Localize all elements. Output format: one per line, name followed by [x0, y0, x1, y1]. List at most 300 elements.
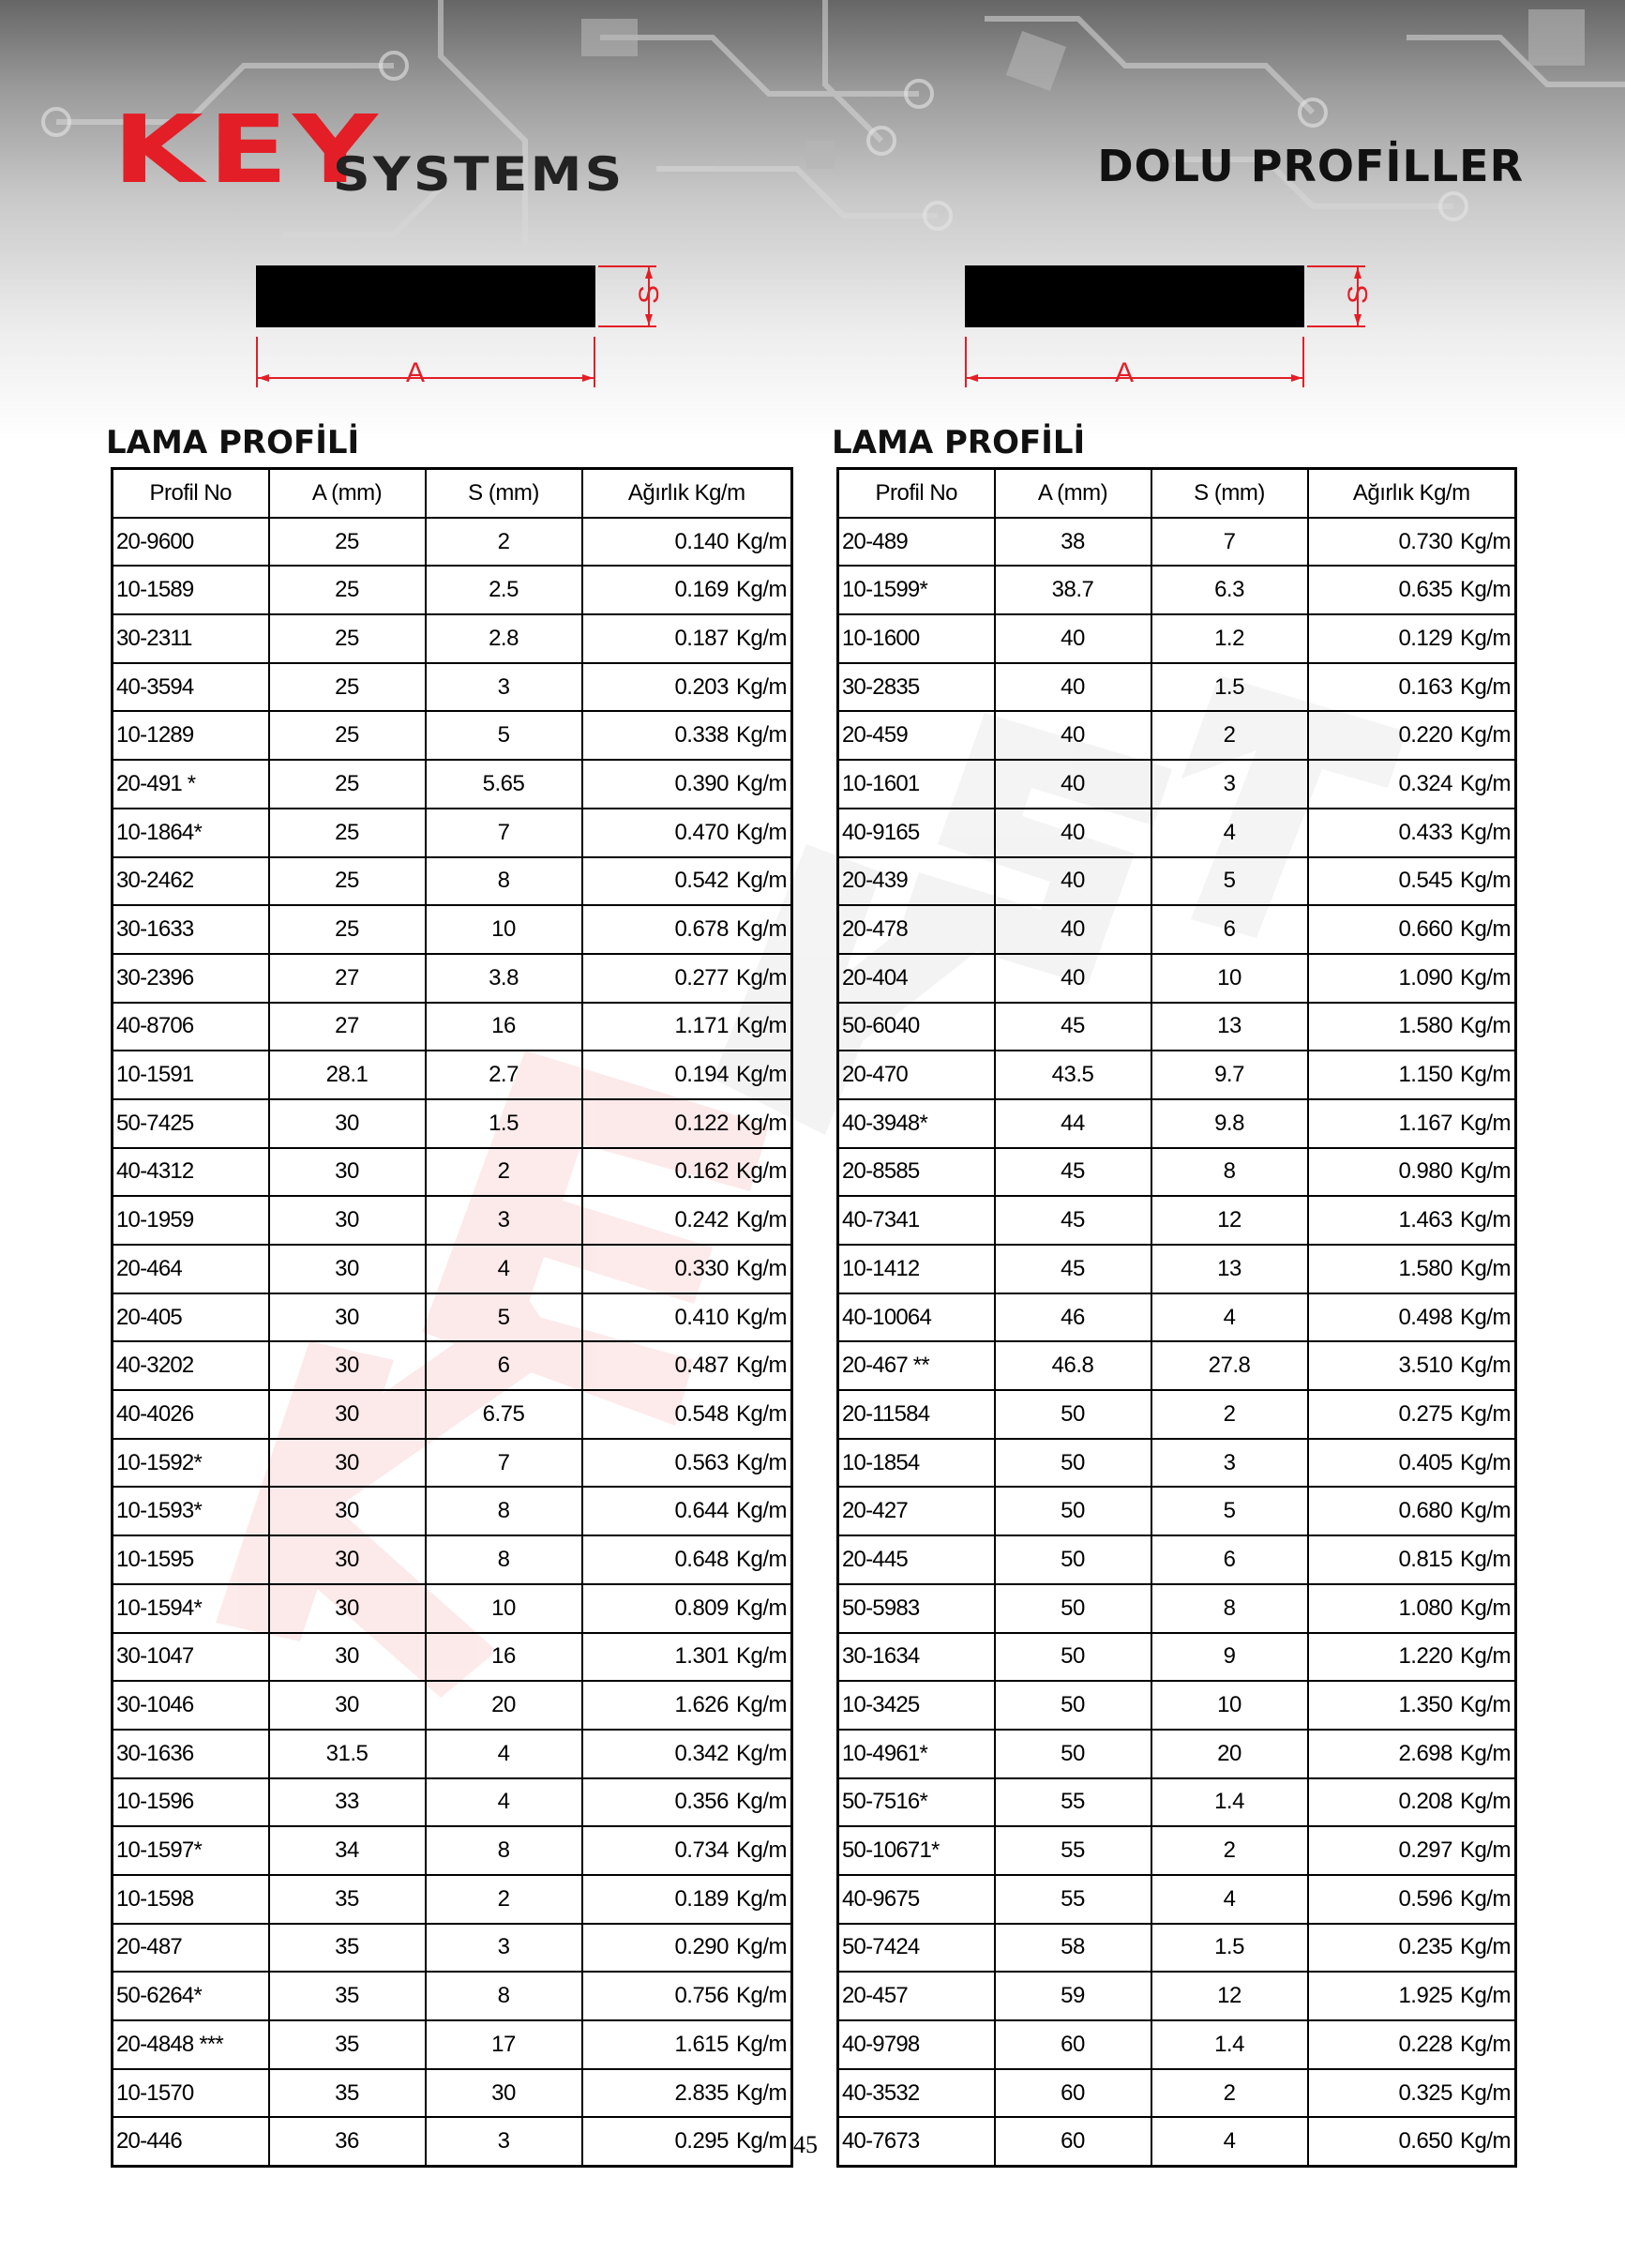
weight-unit: Kg/m	[1459, 819, 1511, 845]
cell-profil-no: 10-1600	[838, 614, 995, 663]
cell-a-mm: 55	[995, 1826, 1151, 1875]
cell-s-mm: 3	[426, 2117, 582, 2166]
cell-profil-no: 30-1047	[113, 1633, 269, 1682]
weight-unit: Kg/m	[1459, 1595, 1511, 1621]
cell-a-mm: 60	[995, 2069, 1151, 2118]
cell-profil-no: 10-1412	[838, 1245, 995, 1293]
table-row	[838, 1487, 1516, 1535]
table-row	[838, 760, 1516, 809]
table-row	[838, 2020, 1516, 2069]
table-row	[838, 1778, 1516, 1827]
cell-s-mm: 10	[426, 1584, 582, 1633]
cell-agirlik	[582, 1148, 792, 1197]
table-row	[113, 1681, 792, 1730]
cell-s-mm: 2	[426, 1875, 582, 1924]
weight-value: 0.734	[674, 1837, 729, 1864]
table-row	[838, 1196, 1516, 1245]
cell-agirlik	[582, 518, 792, 567]
cell-profil-no: 20-445	[838, 1535, 995, 1584]
weight-unit: Kg/m	[1459, 1449, 1511, 1475]
weight-unit: Kg/m	[1459, 528, 1511, 554]
cell-a-mm: 60	[995, 2117, 1151, 2166]
cell-a-mm: 30	[269, 1535, 426, 1584]
weight-value: 0.542	[674, 868, 729, 894]
table-row	[838, 1875, 1516, 1924]
weight-value: 2.835	[674, 2079, 729, 2106]
weight-value: 0.650	[1398, 2128, 1452, 2155]
weight-value: 0.208	[1398, 1789, 1452, 1815]
weight-value: 0.189	[674, 1885, 729, 1912]
cell-s-mm: 12	[1151, 1972, 1308, 2020]
weight-unit: Kg/m	[735, 1885, 787, 1912]
key-systems-logo	[113, 95, 625, 204]
cell-profil-no: 10-1596	[113, 1778, 269, 1827]
cell-profil-no: 40-10064	[838, 1293, 995, 1342]
cell-profil-no: 30-2311	[113, 614, 269, 663]
cell-profil-no: 40-3202	[113, 1341, 269, 1390]
cell-agirlik	[582, 1487, 792, 1535]
table-row	[113, 518, 792, 567]
table-row	[113, 1003, 792, 1051]
cell-s-mm: 8	[426, 857, 582, 906]
weight-unit: Kg/m	[735, 1062, 787, 1088]
cell-profil-no: 10-1959	[113, 1196, 269, 1245]
cell-s-mm: 3	[426, 1924, 582, 1973]
weight-unit: Kg/m	[735, 2079, 787, 2106]
weight-unit: Kg/m	[1459, 1885, 1511, 1912]
col-header-a-mm: A (mm)	[995, 469, 1151, 518]
cell-agirlik	[1308, 1778, 1516, 1827]
cell-s-mm: 8	[1151, 1584, 1308, 1633]
table-row	[113, 1778, 792, 1827]
table-row	[838, 518, 1516, 567]
cell-s-mm: 2	[1151, 711, 1308, 760]
table-row	[113, 1535, 792, 1584]
cell-a-mm: 25	[269, 809, 426, 857]
weight-value: 0.596	[1398, 1885, 1452, 1912]
weight-value: 0.140	[674, 528, 729, 554]
cell-profil-no: 20-439	[838, 857, 995, 906]
cell-s-mm: 8	[426, 1972, 582, 2020]
cell-s-mm: 3	[426, 663, 582, 712]
table-row	[113, 1196, 792, 1245]
weight-unit: Kg/m	[1459, 1692, 1511, 1718]
col-header-s-mm: S (mm)	[426, 469, 582, 518]
table-row	[838, 1584, 1516, 1633]
cell-s-mm: 5	[1151, 1487, 1308, 1535]
cell-agirlik	[582, 711, 792, 760]
cell-agirlik	[1308, 1487, 1516, 1535]
table-row	[838, 1972, 1516, 2020]
cell-profil-no: 50-5983	[838, 1584, 995, 1633]
cell-agirlik	[1308, 1293, 1516, 1342]
col-header-profil-no: Profil No	[113, 469, 269, 518]
cell-s-mm: 2.7	[426, 1051, 582, 1099]
cell-profil-no: 40-9675	[838, 1875, 995, 1924]
cell-profil-no: 40-3532	[838, 2069, 995, 2118]
cell-agirlik	[1308, 1099, 1516, 1148]
cell-agirlik	[582, 1003, 792, 1051]
weight-value: 0.122	[674, 1110, 729, 1136]
cell-s-mm: 10	[1151, 1681, 1308, 1730]
weight-value: 0.356	[674, 1789, 729, 1815]
weight-value: 0.169	[674, 577, 729, 603]
table-row	[838, 1681, 1516, 1730]
right-profile-diagram	[965, 265, 1434, 397]
cell-a-mm: 35	[269, 1972, 426, 2020]
cell-s-mm: 20	[426, 1681, 582, 1730]
table-row	[838, 1924, 1516, 1973]
cell-profil-no: 20-464	[113, 1245, 269, 1293]
cell-a-mm: 55	[995, 1778, 1151, 1827]
table-row	[113, 1245, 792, 1293]
cell-agirlik	[582, 1051, 792, 1099]
cell-profil-no: 50-6040	[838, 1003, 995, 1051]
cell-profil-no: 20-467 **	[838, 1341, 995, 1390]
table-row	[113, 2020, 792, 2069]
cell-a-mm: 40	[995, 760, 1151, 809]
cell-a-mm: 50	[995, 1390, 1151, 1439]
weight-unit: Kg/m	[735, 1207, 787, 1233]
dimension-s-label: S	[634, 284, 666, 305]
table-header-row	[113, 469, 792, 518]
weight-value: 0.324	[1398, 770, 1452, 796]
cell-profil-no: 20-470	[838, 1051, 995, 1099]
weight-unit: Kg/m	[735, 1595, 787, 1621]
cell-a-mm: 30	[269, 1487, 426, 1535]
cell-agirlik	[582, 760, 792, 809]
cell-profil-no: 10-1570	[113, 2069, 269, 2118]
cell-s-mm: 20	[1151, 1730, 1308, 1778]
cell-a-mm: 50	[995, 1730, 1151, 1778]
table-row	[113, 905, 792, 954]
weight-unit: Kg/m	[1459, 1158, 1511, 1185]
cell-a-mm: 30	[269, 1681, 426, 1730]
cell-a-mm: 40	[995, 614, 1151, 663]
cell-s-mm: 10	[426, 905, 582, 954]
weight-unit: Kg/m	[735, 2031, 787, 2057]
cell-agirlik	[1308, 663, 1516, 712]
weight-unit: Kg/m	[735, 1740, 787, 1766]
cell-a-mm: 50	[995, 1487, 1151, 1535]
cell-a-mm: 25	[269, 905, 426, 954]
cell-a-mm: 45	[995, 1196, 1151, 1245]
cell-profil-no: 10-1594*	[113, 1584, 269, 1633]
cell-agirlik	[1308, 1003, 1516, 1051]
table-row	[838, 2117, 1516, 2166]
cell-agirlik	[582, 809, 792, 857]
cell-agirlik	[1308, 1535, 1516, 1584]
weight-value: 1.626	[674, 1692, 729, 1718]
weight-value: 0.228	[1398, 2031, 1452, 2057]
weight-unit: Kg/m	[735, 2128, 787, 2155]
weight-value: 0.470	[674, 819, 729, 845]
cell-agirlik	[582, 1584, 792, 1633]
weight-unit: Kg/m	[735, 1934, 787, 1960]
cell-a-mm: 35	[269, 1924, 426, 1973]
cell-a-mm: 45	[995, 1245, 1151, 1293]
table-row	[113, 614, 792, 663]
cell-agirlik	[1308, 1051, 1516, 1099]
weight-value: 0.220	[1398, 722, 1452, 748]
weight-value: 0.756	[674, 1983, 729, 2009]
cell-agirlik	[1308, 1584, 1516, 1633]
cell-agirlik	[1308, 1875, 1516, 1924]
table-row	[838, 711, 1516, 760]
cell-a-mm: 38	[995, 518, 1151, 567]
cell-a-mm: 60	[995, 2020, 1151, 2069]
weight-value: 0.498	[1398, 1304, 1452, 1330]
table-row	[838, 614, 1516, 663]
weight-value: 0.129	[1398, 625, 1452, 651]
logo-systems-text: SYSTEMS	[333, 147, 625, 202]
cell-agirlik	[582, 1972, 792, 2020]
weight-unit: Kg/m	[735, 1400, 787, 1427]
table-row	[838, 663, 1516, 712]
cell-a-mm: 30	[269, 1633, 426, 1682]
table-row	[838, 1633, 1516, 1682]
cell-s-mm: 9.7	[1151, 1051, 1308, 1099]
cell-profil-no: 10-1595	[113, 1535, 269, 1584]
cell-profil-no: 40-9798	[838, 2020, 995, 2069]
cell-a-mm: 30	[269, 1196, 426, 1245]
weight-unit: Kg/m	[1459, 1643, 1511, 1670]
cell-a-mm: 36	[269, 2117, 426, 2166]
table-row	[838, 1826, 1516, 1875]
weight-value: 0.635	[1398, 577, 1452, 603]
cell-s-mm: 5	[426, 1293, 582, 1342]
cell-s-mm: 8	[426, 1826, 582, 1875]
table-row	[113, 1341, 792, 1390]
cell-agirlik	[582, 1778, 792, 1827]
table-header-row	[838, 469, 1516, 518]
cell-s-mm: 7	[1151, 518, 1308, 567]
cell-a-mm: 34	[269, 1826, 426, 1875]
weight-unit: Kg/m	[735, 1789, 787, 1815]
table-row	[113, 1875, 792, 1924]
cell-s-mm: 6	[1151, 905, 1308, 954]
cell-a-mm: 50	[995, 1439, 1151, 1488]
cell-agirlik	[1308, 1924, 1516, 1973]
cell-agirlik	[582, 857, 792, 906]
weight-unit: Kg/m	[1459, 625, 1511, 651]
cell-profil-no: 20-11584	[838, 1390, 995, 1439]
table-row	[113, 857, 792, 906]
weight-value: 1.171	[674, 1013, 729, 1039]
cell-agirlik	[1308, 905, 1516, 954]
cell-profil-no: 40-3594	[113, 663, 269, 712]
cell-s-mm: 1.2	[1151, 614, 1308, 663]
cell-s-mm: 1.5	[426, 1099, 582, 1148]
cell-profil-no: 10-4961*	[838, 1730, 995, 1778]
cell-agirlik	[582, 1633, 792, 1682]
cell-profil-no: 50-10671*	[838, 1826, 995, 1875]
table-row	[113, 2069, 792, 2118]
cell-profil-no: 10-1593*	[113, 1487, 269, 1535]
right-profile-table	[836, 467, 1517, 2168]
weight-unit: Kg/m	[735, 1643, 787, 1670]
cell-s-mm: 8	[426, 1487, 582, 1535]
table-row	[838, 1535, 1516, 1584]
table-row	[113, 1924, 792, 1973]
cell-a-mm: 28.1	[269, 1051, 426, 1099]
weight-unit: Kg/m	[735, 770, 787, 796]
cell-profil-no: 30-2835	[838, 663, 995, 712]
weight-value: 0.390	[674, 770, 729, 796]
table-row	[838, 1003, 1516, 1051]
cell-s-mm: 13	[1151, 1003, 1308, 1051]
cell-profil-no: 20-9600	[113, 518, 269, 567]
cell-profil-no: 10-1601	[838, 760, 995, 809]
cell-agirlik	[582, 614, 792, 663]
cell-s-mm: 9.8	[1151, 1099, 1308, 1148]
weight-value: 1.150	[1398, 1062, 1452, 1088]
weight-unit: Kg/m	[1459, 1983, 1511, 2009]
weight-value: 0.338	[674, 722, 729, 748]
cell-a-mm: 27	[269, 1003, 426, 1051]
profile-cross-section	[256, 265, 595, 327]
table-row	[113, 1633, 792, 1682]
cell-s-mm: 16	[426, 1633, 582, 1682]
table-row	[838, 1148, 1516, 1197]
col-header-s-mm: S (mm)	[1151, 469, 1308, 518]
table-row	[838, 809, 1516, 857]
weight-value: 1.463	[1398, 1207, 1452, 1233]
cell-s-mm: 10	[1151, 954, 1308, 1003]
table-row	[838, 1730, 1516, 1778]
cell-profil-no: 40-7341	[838, 1196, 995, 1245]
cell-agirlik	[1308, 1390, 1516, 1439]
page-number: 45	[793, 2131, 818, 2158]
page-title: DOLU PROFİLLER	[1097, 141, 1524, 191]
cell-agirlik	[582, 1293, 792, 1342]
cell-profil-no: 30-1636	[113, 1730, 269, 1778]
cell-s-mm: 3	[1151, 1439, 1308, 1488]
cell-profil-no: 10-3425	[838, 1681, 995, 1730]
cell-profil-no: 10-1589	[113, 566, 269, 614]
weight-unit: Kg/m	[735, 1449, 787, 1475]
cell-a-mm: 50	[995, 1633, 1151, 1682]
col-header-agirlik: Ağırlık Kg/m	[582, 469, 792, 518]
weight-unit: Kg/m	[735, 1158, 787, 1185]
table-row	[113, 760, 792, 809]
weight-unit: Kg/m	[735, 1013, 787, 1039]
cell-a-mm: 30	[269, 1099, 426, 1148]
dimension-s-label: S	[1343, 284, 1375, 305]
weight-unit: Kg/m	[1459, 1789, 1511, 1815]
right-section-title: LAMA PROFİLİ	[832, 424, 1086, 461]
cell-s-mm: 3.8	[426, 954, 582, 1003]
cell-agirlik	[1308, 1341, 1516, 1390]
cell-profil-no: 20-457	[838, 1972, 995, 2020]
cell-agirlik	[1308, 614, 1516, 663]
cell-a-mm: 58	[995, 1924, 1151, 1973]
cell-a-mm: 35	[269, 2020, 426, 2069]
cell-agirlik	[1308, 566, 1516, 614]
cell-a-mm: 25	[269, 566, 426, 614]
weight-value: 0.162	[674, 1158, 729, 1185]
cell-a-mm: 40	[995, 711, 1151, 760]
weight-value: 0.242	[674, 1207, 729, 1233]
weight-unit: Kg/m	[1459, 916, 1511, 943]
table-row	[113, 1293, 792, 1342]
weight-unit: Kg/m	[735, 868, 787, 894]
cell-a-mm: 33	[269, 1778, 426, 1827]
cell-a-mm: 55	[995, 1875, 1151, 1924]
cell-profil-no: 30-2396	[113, 954, 269, 1003]
cell-profil-no: 50-7424	[838, 1924, 995, 1973]
cell-agirlik	[1308, 1972, 1516, 2020]
weight-value: 1.925	[1398, 1983, 1452, 2009]
table-row	[113, 1099, 792, 1148]
weight-value: 0.487	[674, 1353, 729, 1379]
cell-a-mm: 44	[995, 1099, 1151, 1148]
weight-unit: Kg/m	[1459, 770, 1511, 796]
weight-unit: Kg/m	[1459, 1546, 1511, 1572]
weight-unit: Kg/m	[1459, 1740, 1511, 1766]
weight-unit: Kg/m	[735, 1983, 787, 2009]
weight-value: 1.580	[1398, 1013, 1452, 1039]
cell-agirlik	[582, 1341, 792, 1390]
cell-agirlik	[582, 1390, 792, 1439]
cell-s-mm: 6.75	[426, 1390, 582, 1439]
weight-unit: Kg/m	[735, 722, 787, 748]
cell-agirlik	[582, 1875, 792, 1924]
cell-agirlik	[582, 1826, 792, 1875]
weight-unit: Kg/m	[1459, 2031, 1511, 2057]
cell-s-mm: 4	[426, 1245, 582, 1293]
table-row	[113, 711, 792, 760]
weight-unit: Kg/m	[1459, 1837, 1511, 1864]
cell-profil-no: 10-1854	[838, 1439, 995, 1488]
weight-unit: Kg/m	[1459, 868, 1511, 894]
cell-s-mm: 5.65	[426, 760, 582, 809]
weight-value: 0.660	[1398, 916, 1452, 943]
cell-profil-no: 20-489	[838, 518, 995, 567]
cell-agirlik	[582, 1439, 792, 1488]
cell-profil-no: 50-7425	[113, 1099, 269, 1148]
table-row	[838, 1293, 1516, 1342]
cell-a-mm: 25	[269, 518, 426, 567]
table-row	[113, 1390, 792, 1439]
cell-agirlik	[1308, 711, 1516, 760]
cell-a-mm: 25	[269, 614, 426, 663]
cell-a-mm: 40	[995, 954, 1151, 1003]
weight-value: 0.648	[674, 1546, 729, 1572]
weight-value: 1.301	[674, 1643, 729, 1670]
table-row	[838, 1439, 1516, 1488]
cell-a-mm: 30	[269, 1293, 426, 1342]
weight-unit: Kg/m	[735, 1546, 787, 1572]
dimension-a-label: A	[406, 357, 426, 388]
profile-cross-section	[965, 265, 1304, 327]
weight-value: 0.295	[674, 2128, 729, 2155]
table-row	[838, 905, 1516, 954]
cell-a-mm: 50	[995, 1535, 1151, 1584]
cell-agirlik	[582, 1681, 792, 1730]
weight-unit: Kg/m	[735, 1304, 787, 1330]
cell-a-mm: 30	[269, 1439, 426, 1488]
cell-profil-no: 10-1592*	[113, 1439, 269, 1488]
cell-agirlik	[1308, 1245, 1516, 1293]
weight-value: 1.090	[1398, 964, 1452, 990]
weight-value: 0.680	[1398, 1498, 1452, 1524]
dimension-a-line	[256, 337, 595, 387]
weight-value: 0.405	[1398, 1449, 1452, 1475]
cell-a-mm: 50	[995, 1584, 1151, 1633]
table-row	[113, 809, 792, 857]
cell-s-mm: 4	[1151, 1875, 1308, 1924]
